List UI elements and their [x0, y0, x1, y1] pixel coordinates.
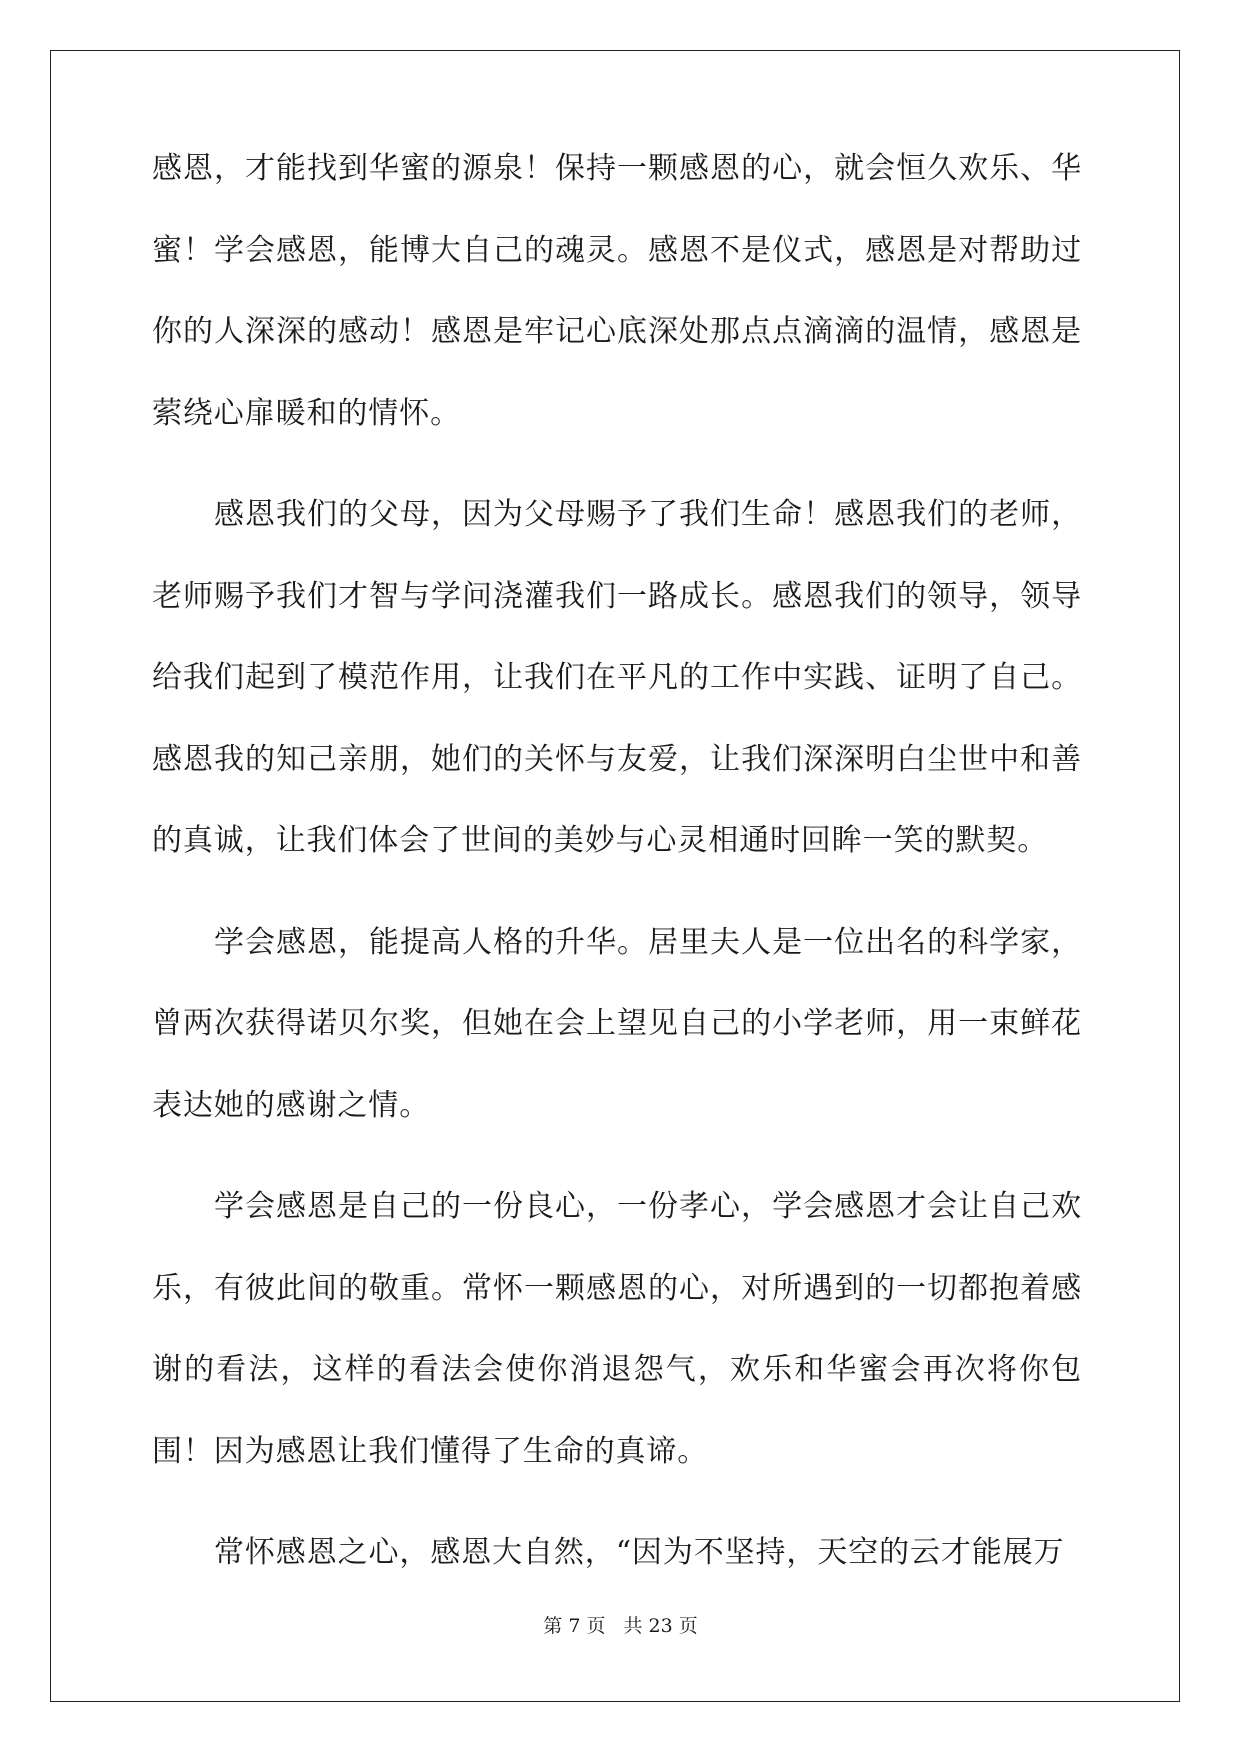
- paragraph-5: 常怀感恩之心，感恩大自然，“因为不坚持，天空的云才能展万: [214, 1535, 1065, 1570]
- paragraph-4: 学会感恩是自己的一份良心，一份孝心，学会感恩才会让自己欢乐，有彼此间的敬重。常怀一颗感恩的心，对所遇到的一切都抱着感谢的看法，这样的看法会使你消退怨气，欢乐和华蜜会再次将你包围！因为感恩让我们懂得了生命的真谛。: [152, 1189, 1082, 1469]
- paragraph-3: 学会感恩，能提高人格的升华。居里夫人是一位出名的科学家，曾两次获得诺贝尔奖，但她在会上望见自己的小学老师，用一束鲜花表达她的感谢之情。: [152, 924, 1082, 1123]
- paragraph-2: 感恩我们的父母，因为父母赐予了我们生命！感恩我们的老师，老师赐予我们才智与学问浇灌我们一路成长。感恩我们的领导，领导给我们起到了模范作用，让我们在平凡的工作中实践、证明了自己。感恩我的知己亲朋，她们的关怀与友爱，让我们深深明白尘世中和善的真诚，让我们体会了世间的美妙与心灵相通时回眸一笑的默契。: [152, 497, 1082, 858]
- page-number: 第 7 页: [543, 1615, 606, 1637]
- total-pages: 共 23 页: [623, 1615, 698, 1637]
- page-footer: [0, 1611, 1241, 1638]
- paragraph-1: 感恩，才能找到华蜜的源泉！保持一颗感恩的心，就会恒久欢乐、华蜜！学会感恩，能博大自己的魂灵。感恩不是仪式，感恩是对帮助过你的人深深的感动！感恩是牢记心底深处那点点滴滴的温情，感恩是萦绕心扉暖和的情怀。: [152, 151, 1082, 431]
- document-body: [152, 150, 1082, 1614]
